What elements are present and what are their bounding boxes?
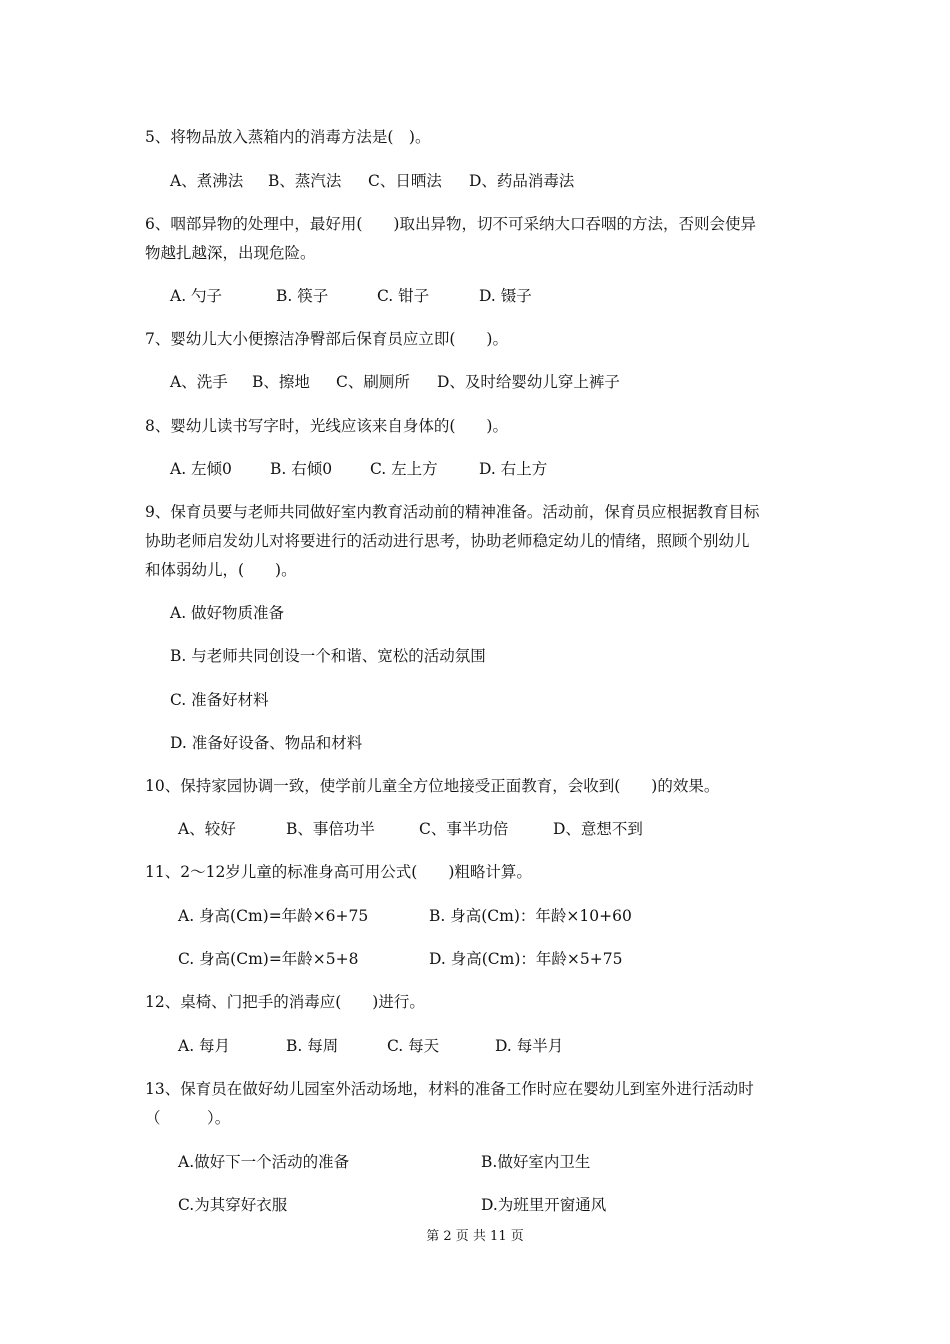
question-6-stem-line-1: 6、咽部异物的处理中，最好用( )取出异物，切不可采纳大口吞咽的方法，否则会使异: [145, 215, 756, 233]
question-8-stem: 8、婴幼儿读书写字时，光线应该来自身体的( )。: [145, 417, 508, 435]
question-10-option-c[interactable]: C、事半功倍: [419, 820, 509, 838]
question-5-option-d[interactable]: D、药品消毒法: [469, 172, 575, 190]
question-11-option-d[interactable]: D. 身高(Cm)：年龄×5+75: [429, 950, 623, 968]
question-12-option-a[interactable]: A. 每月: [178, 1037, 231, 1055]
question-9-stem-line-3: 和体弱幼儿，( )。: [145, 561, 297, 579]
question-7-stem: 7、婴幼儿大小便擦洁净臀部后保育员应立即( )。: [145, 330, 508, 348]
question-11-option-a[interactable]: A. 身高(Cm)=年龄×6+75: [178, 907, 369, 925]
question-11-option-c[interactable]: C. 身高(Cm)=年龄×5+8: [178, 950, 359, 968]
question-6-option-a[interactable]: A. 勺子: [170, 287, 223, 305]
question-6-stem-line-2: 物越扎越深，出现危险。: [145, 244, 316, 262]
question-13-stem-line-2: （ ）。: [145, 1109, 231, 1127]
question-13-option-c[interactable]: C.为其穿好衣服: [178, 1196, 288, 1214]
question-13-option-a[interactable]: A.做好下一个活动的准备: [178, 1153, 350, 1171]
question-13-stem-line-1: 13、保育员在做好幼儿园室外活动场地，材料的准备工作时应在婴幼儿到室外进行活动时: [145, 1080, 754, 1098]
question-6-option-c[interactable]: C. 钳子: [377, 287, 430, 305]
question-5-option-c[interactable]: C、日晒法: [368, 172, 442, 190]
question-9-option-c[interactable]: C. 准备好材料: [170, 691, 269, 709]
question-6-option-d[interactable]: D. 镊子: [479, 287, 532, 305]
question-13-option-d[interactable]: D.为班里开窗通风: [481, 1196, 607, 1214]
question-10-option-a[interactable]: A、较好: [178, 820, 236, 838]
question-8-option-d[interactable]: D. 右上方: [479, 460, 548, 478]
question-13-option-b[interactable]: B.做好室内卫生: [481, 1153, 591, 1171]
question-5-stem: 5、将物品放入蒸箱内的消毒方法是( )。: [145, 128, 431, 146]
question-11-option-b[interactable]: B. 身高(Cm)：年龄×10+60: [429, 907, 632, 925]
page-footer: 第 2 页 共 11 页: [426, 1229, 524, 1244]
question-12-stem: 12、桌椅、门把手的消毒应( )进行。: [145, 993, 425, 1011]
question-7-option-d[interactable]: D、及时给婴幼儿穿上裤子: [437, 373, 620, 391]
question-10-option-d[interactable]: D、意想不到: [553, 820, 643, 838]
question-6-option-b[interactable]: B. 筷子: [276, 287, 329, 305]
question-8-option-a[interactable]: A. 左倾0: [170, 460, 232, 478]
question-7-option-c[interactable]: C、刷厕所: [336, 373, 410, 391]
question-10-option-b[interactable]: B、事倍功半: [286, 820, 375, 838]
question-11-stem: 11、2～12岁儿童的标准身高可用公式( )粗略计算。: [145, 863, 532, 881]
question-12-option-c[interactable]: C. 每天: [387, 1037, 440, 1055]
question-9-stem-line-1: 9、保育员要与老师共同做好室内教育活动前的精神准备。活动前，保育员应根据教育目标: [145, 503, 760, 521]
question-10-stem: 10、保持家园协调一致，使学前儿童全方位地接受正面教育，会收到( )的效果。: [145, 777, 720, 795]
question-8-option-b[interactable]: B. 右倾0: [270, 460, 333, 478]
question-9-stem-line-2: 协助老师启发幼儿对将要进行的活动进行思考，协助老师稳定幼儿的情绪，照顾个别幼儿: [145, 532, 750, 550]
question-5-option-b[interactable]: B、蒸汽法: [268, 172, 342, 190]
question-7-option-a[interactable]: A、洗手: [170, 373, 228, 391]
question-12-option-b[interactable]: B. 每周: [286, 1037, 339, 1055]
question-5-option-a[interactable]: A、煮沸法: [170, 172, 244, 190]
question-7-option-b[interactable]: B、擦地: [252, 373, 310, 391]
question-9-option-b[interactable]: B. 与老师共同创设一个和谐、宽松的活动氛围: [170, 647, 486, 665]
question-8-option-c[interactable]: C. 左上方: [370, 460, 438, 478]
question-9-option-a[interactable]: A. 做好物质准备: [170, 604, 285, 622]
question-12-option-d[interactable]: D. 每半月: [495, 1037, 564, 1055]
question-9-option-d[interactable]: D. 准备好设备、物品和材料: [170, 734, 363, 752]
